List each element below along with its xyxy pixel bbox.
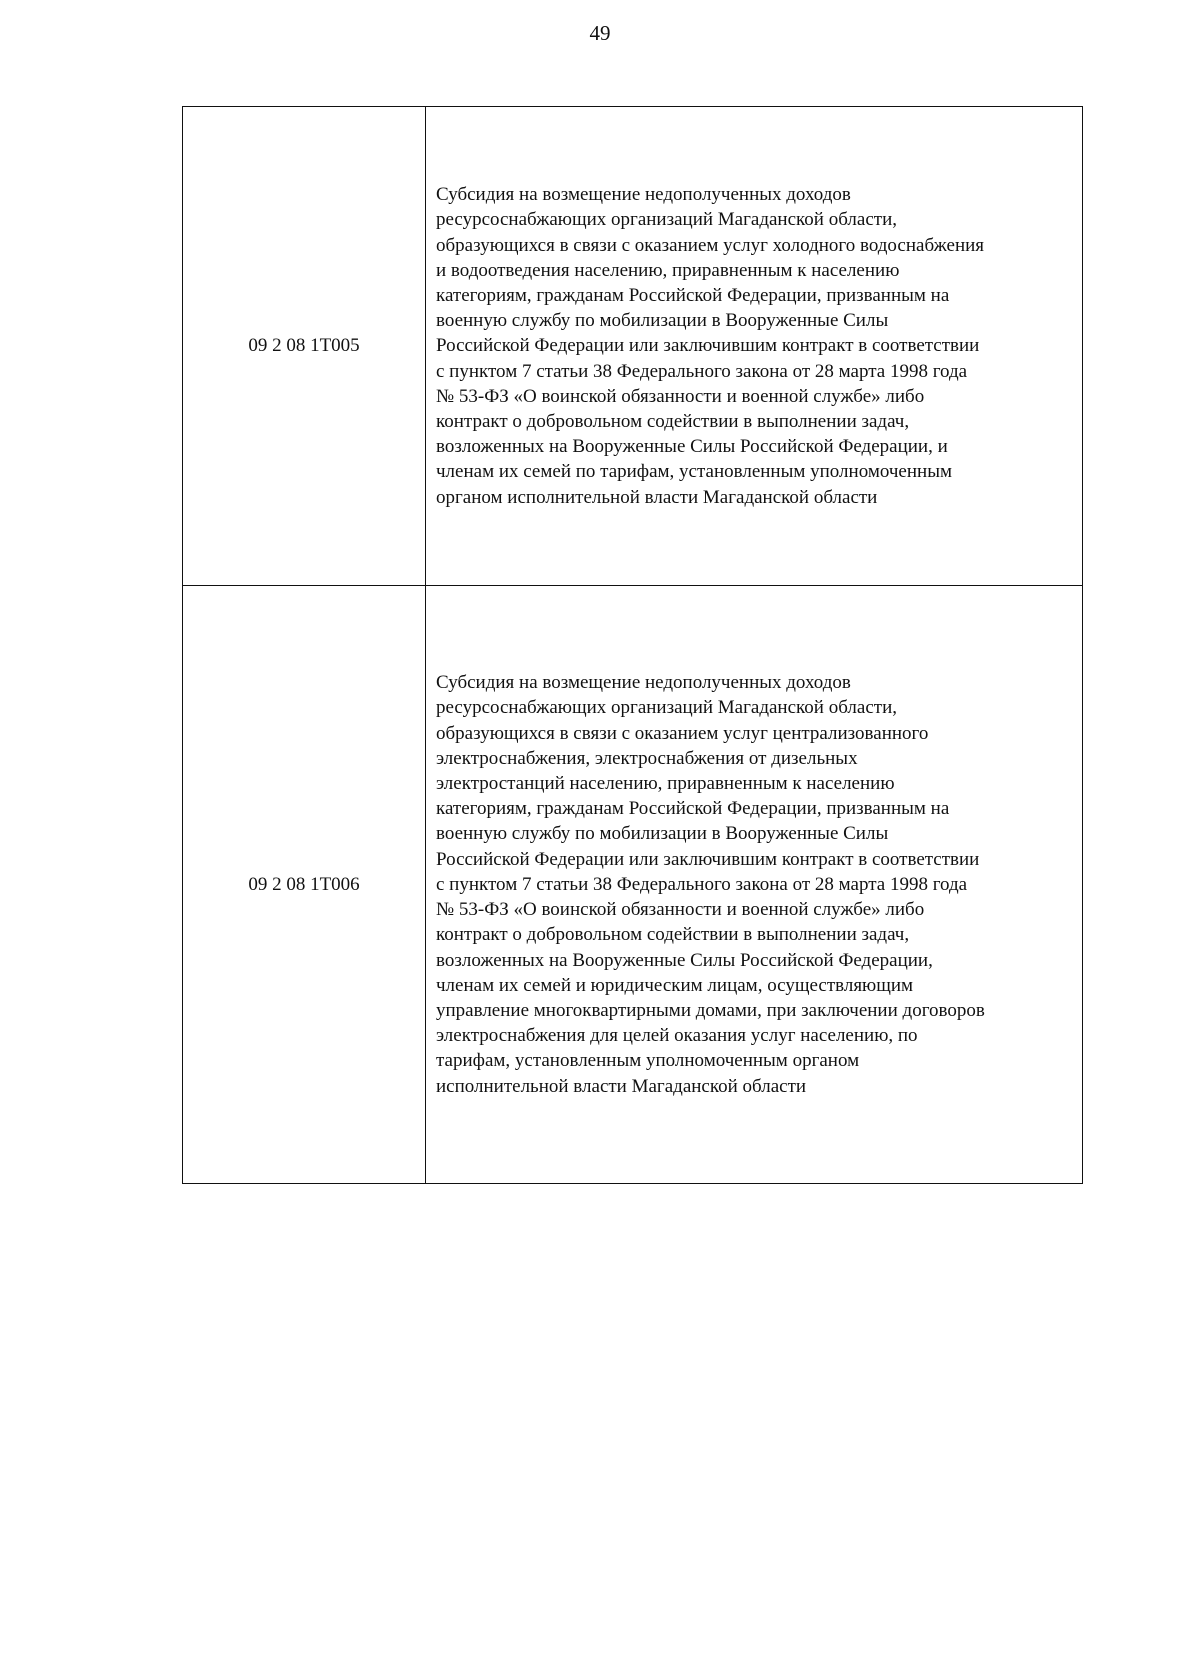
description-line: электроснабжения для целей оказания услуг населению, по <box>436 1025 918 1047</box>
description-line: возложенных на Вооруженные Силы Российской Федерации, и <box>436 436 948 458</box>
description-line: органом исполнительной власти Магаданской области <box>436 486 878 508</box>
description-line: членам их семей и юридическим лицам, осуществляющим <box>436 974 914 996</box>
description-line: Субсидия на возмещение недополученных доходов <box>436 672 851 694</box>
budget-code-cell: 09 2 08 1Т005 <box>183 107 426 586</box>
description-line: образующихся в связи с оказанием услуг холодного водоснабжения <box>436 234 985 256</box>
description-line: образующихся в связи с оказанием услуг централизованного <box>436 722 929 744</box>
description-text <box>426 182 1082 510</box>
budget-code-cell: 09 2 08 1Т006 <box>183 586 426 1184</box>
page-number: 49 <box>589 21 611 45</box>
description-line: с пунктом 7 статьи 38 Федерального закона от 28 марта 1998 года <box>436 360 968 382</box>
description-line: Субсидия на возмещение недополученных доходов <box>436 184 851 206</box>
description-line: Российской Федерации или заключившим контракт в соответствии <box>436 848 980 870</box>
description-text <box>426 670 1082 1098</box>
description-line: возложенных на Вооруженные Силы Российской Федерации, <box>436 949 933 971</box>
description-line: Российской Федерации или заключившим контракт в соответствии <box>436 335 980 357</box>
description-line: ресурсоснабжающих организаций Магаданской области, <box>436 697 897 719</box>
description-line: контракт о добровольном содействии в выполнении задач, <box>436 411 910 432</box>
description-line: электроснабжения, электроснабжения от дизельных <box>436 747 858 769</box>
budget-code-table <box>182 106 1083 1184</box>
description-line: исполнительной власти Магаданской области <box>436 1075 807 1097</box>
description-line: категориям, гражданам Российской Федерации, призванным на <box>436 798 950 820</box>
description-line: ресурсоснабжающих организаций Магаданской области, <box>436 209 897 231</box>
table-row <box>183 586 1083 1184</box>
description-cell <box>426 107 1083 586</box>
description-cell <box>426 586 1083 1184</box>
description-line: военную службу по мобилизации в Вооруженные Силы <box>436 823 889 845</box>
description-line: № 53-ФЗ «О воинской обязанности и военной службе» либо <box>436 899 925 921</box>
description-line: и водоотведения населению, приравненным к населению <box>436 259 900 281</box>
description-line: контракт о добровольном содействии в выполнении задач, <box>436 924 910 946</box>
description-line: тарифам, установленным уполномоченным органом <box>436 1050 860 1072</box>
description-line: с пунктом 7 статьи 38 Федерального закона от 28 марта 1998 года <box>436 873 968 895</box>
description-line: электростанций населению, приравненным к населению <box>436 773 895 795</box>
description-line: управление многоквартирными домами, при заключении договоров <box>436 999 985 1021</box>
description-line: № 53-ФЗ «О воинской обязанности и военной службе» либо <box>436 385 925 407</box>
description-line: категориям, гражданам Российской Федерации, призванным на <box>436 284 950 306</box>
description-line: военную службу по мобилизации в Вооруженные Силы <box>436 310 889 332</box>
description-line: членам их семей по тарифам, установленным уполномоченным <box>436 461 952 483</box>
table-row <box>183 107 1083 586</box>
